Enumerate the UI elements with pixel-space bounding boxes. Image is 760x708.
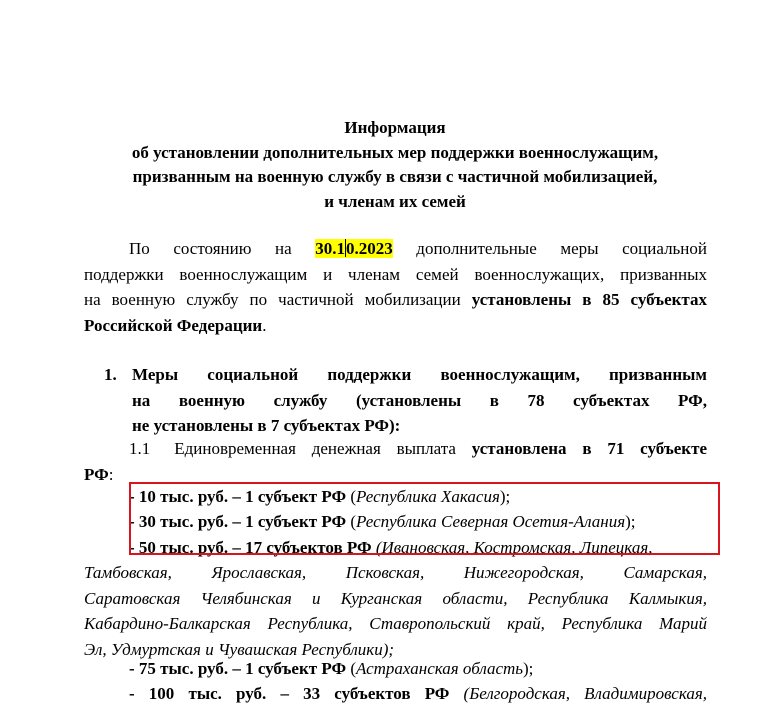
bullet-paren: ( [346,512,356,531]
subsection-text: : [108,464,114,484]
subsection-1-1 [84,436,707,487]
bullet-region: Республика Северная Осетия-Алания [355,512,626,531]
intro-line-1 [84,236,707,262]
date-highlight [315,239,393,258]
subsection-bold: установлена в 71 субъекте [471,439,707,458]
title-line-3: призванным на военную службу в связи с частичной мобилизацией, [132,167,658,186]
bullet-amount: - 50 тыс. руб. – 17 субъектов РФ [129,538,372,557]
document-title [80,116,710,214]
bullet-amount: - 30 тыс. руб. – 1 субъект РФ [129,512,347,531]
red-highlight-box [129,482,720,555]
bullet-region: Республика Хакасия [355,487,500,506]
section-1 [104,362,707,439]
bullet-100k-line [129,681,707,707]
title-line-1: Информация [344,118,446,137]
intro-line-2: поддержки военнослужащим и членам семей военнослужащих, призванных [84,264,707,284]
intro-bold: установлены в 85 субъектах [471,290,707,310]
tail-line-3: Кабардино-Балкарская Республика, Ставропольский край, Республика Марий [84,614,707,634]
title-line-4: и членам их семей [324,191,466,211]
tail-line-2: Саратовская Челябинская и Курганская области, Республика Калмыкия, [84,588,707,608]
section-1-number: 1. [104,365,117,384]
bullet-amount: - 100 тыс. руб. – 33 субъектов РФ [129,684,450,703]
bullet-paren: ); [625,512,636,531]
subsection-bold: РФ [84,464,109,484]
intro-text: дополнительные меры социальной [392,239,707,258]
title-line-2: об установлении дополнительных мер поддержки военнослужащим, [131,142,659,162]
intro-line-4 [84,313,707,339]
intro-text: По состоянию на [129,239,316,258]
section-1-line-2: на военную службу (установлены в 78 субъектах РФ, [132,390,707,410]
section-1-line-3: не установлены в 7 субъектах РФ): [132,416,401,436]
bullet-100k [129,681,707,707]
bullet-region: (Ивановская, Костромская, Липецкая, [371,538,653,557]
bullet-paren: ); [523,659,534,678]
intro-text: . [262,315,267,335]
tail-line-1: Тамбовская, Ярославская, Псковская, Нижегородская, Самарская, [84,563,707,582]
intro-text: на военную службу по частичной мобилизации [84,290,472,310]
intro-line-3 [84,287,707,313]
bullet-amount: - 75 тыс. руб. – 1 субъект РФ [129,659,347,678]
date-part-a: 30.1 [315,239,345,258]
tail-line-4: Эл, Удмуртская и Чувашская Республики); [84,639,395,659]
bullet-50k-continuation [84,560,707,662]
intro-paragraph [84,236,707,338]
bullet-paren: ); [499,487,511,506]
date-part-b: 0.2023 [345,239,393,258]
bullet-region: Астраханская область [355,659,523,678]
subsection-number: 1.1 [129,439,151,458]
bullet-75k [129,656,533,682]
subsection-line-1 [84,436,707,462]
subsection-text: Единовременная денежная выплата [174,439,472,458]
intro-bold: Российской Федерации [84,315,263,335]
section-1-line-1: Меры социальной поддержки военнослужащим, призванным [132,365,707,384]
bullet-amount: - 10 тыс. руб. – 1 субъект РФ [129,487,347,506]
bullet-region: (Белгородская, Владимировская, [449,684,708,703]
bullet-paren: ( [346,659,356,678]
bullet-paren: ( [346,487,356,506]
